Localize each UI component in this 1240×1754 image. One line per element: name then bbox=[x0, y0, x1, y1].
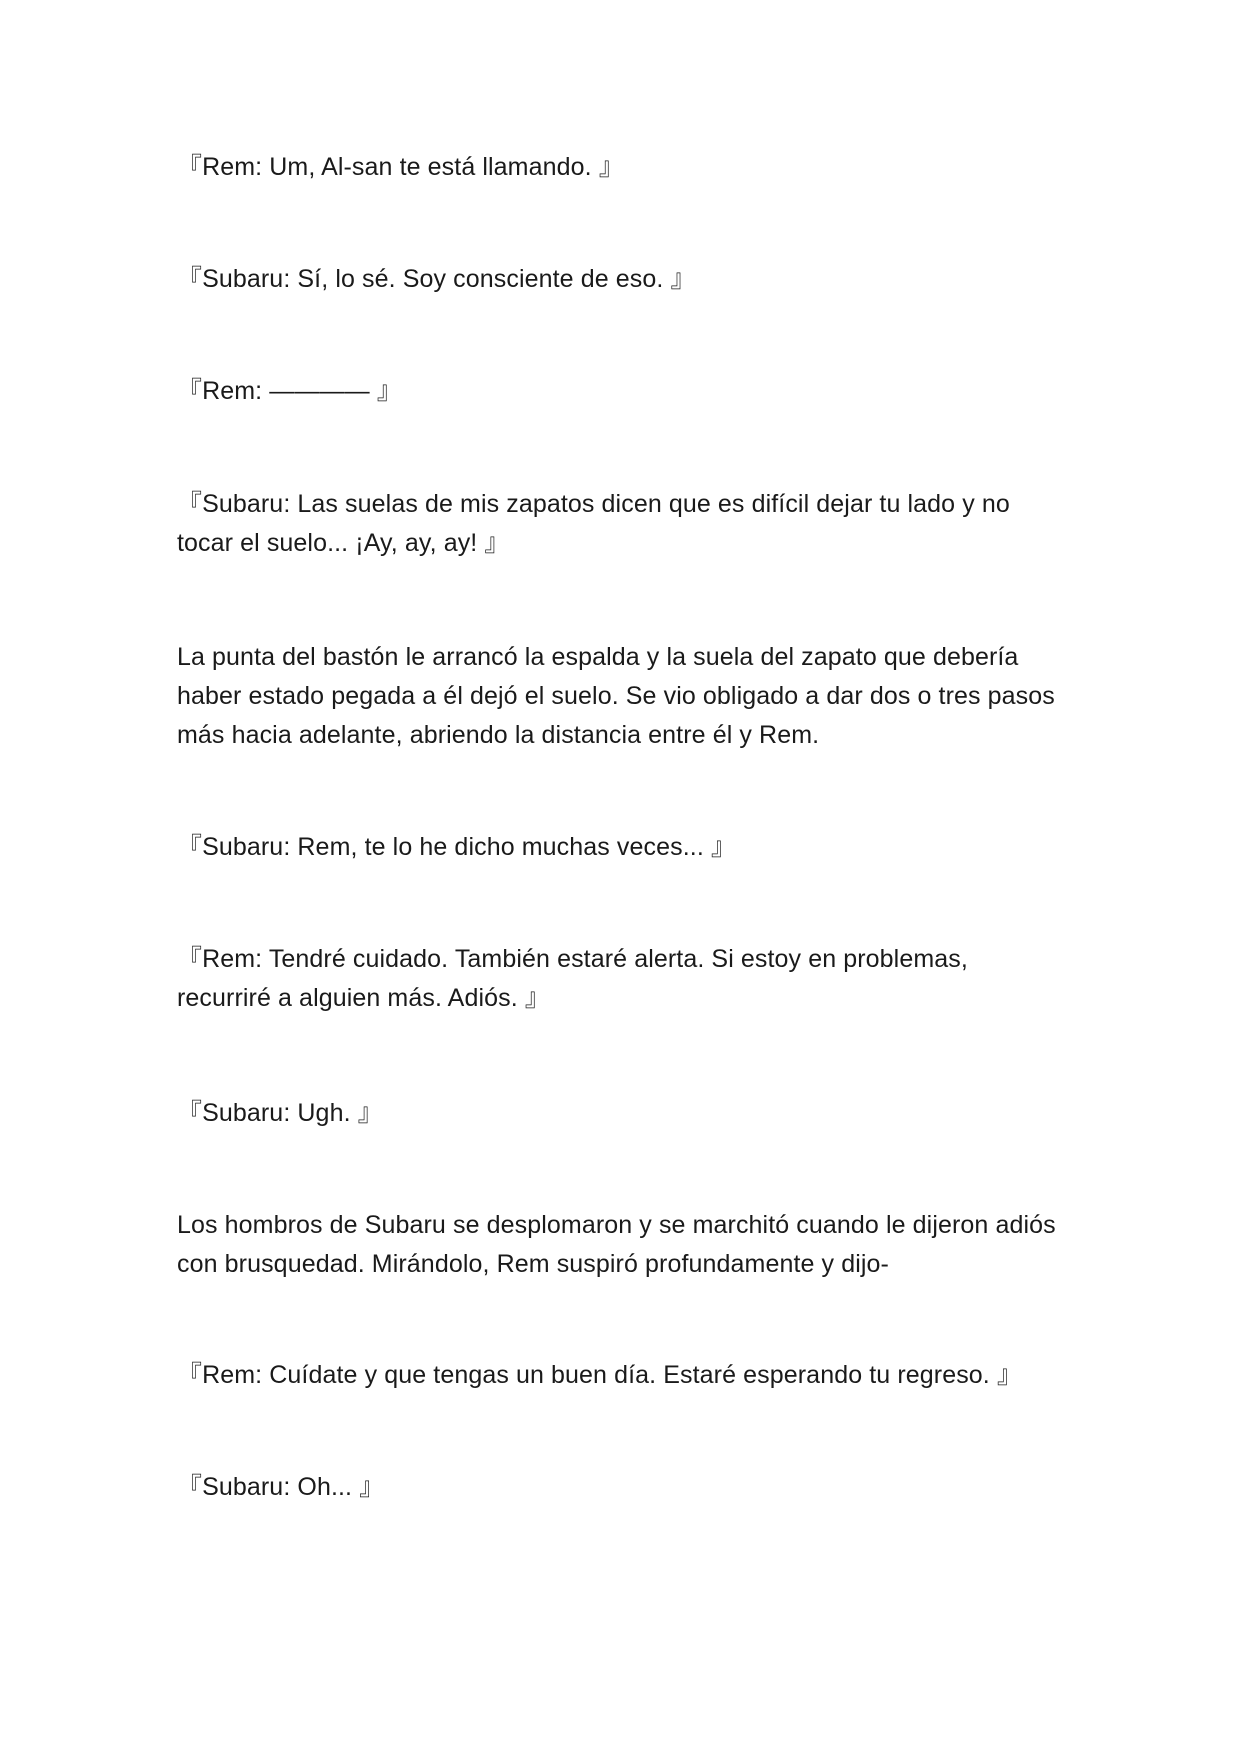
dialogue-line: 『Rem: Cuídate y que tengas un buen día. Estaré esperando tu regreso. 』 bbox=[177, 1361, 1023, 1389]
dialogue-line: 『Rem: Tendré cuidado. También estaré alerta. Si estoy en problemas, recurriré a alguien más. Adiós. 』 bbox=[177, 945, 968, 1012]
narration-paragraph: Los hombros de Subaru se desplomaron y se marchitó cuando le dijeron adiós con brusquedad. Mirándolo, Rem suspiró profundamente y dijo- bbox=[177, 1211, 1056, 1278]
dialogue-line: 『Subaru: Las suelas de mis zapatos dicen que es difícil dejar tu lado y no tocar el suelo... ¡Ay, ay, ay! 』 bbox=[177, 490, 1010, 557]
narration-paragraph: La punta del bastón le arrancó la espalda y la suela del zapato que debería haber estado pegada a él dejó el suelo. Se vio obligado a dar dos o tres pasos más hacia adelante, abriendo la distancia entre él y Rem. bbox=[177, 643, 1055, 749]
dialogue-line: 『Subaru: Sí, lo sé. Soy consciente de eso. 』 bbox=[177, 265, 696, 293]
dialogue-line: 『Rem: ———— 』 bbox=[177, 377, 402, 405]
dialogue-line: 『Rem: Um, Al-san te está llamando. 』 bbox=[177, 153, 624, 181]
dialogue-line: 『Subaru: Rem, te lo he dicho muchas veces... 』 bbox=[177, 833, 737, 861]
dialogue-line: 『Subaru: Ugh. 』 bbox=[177, 1099, 383, 1127]
dialogue-line: 『Subaru: Oh... 』 bbox=[177, 1473, 385, 1501]
